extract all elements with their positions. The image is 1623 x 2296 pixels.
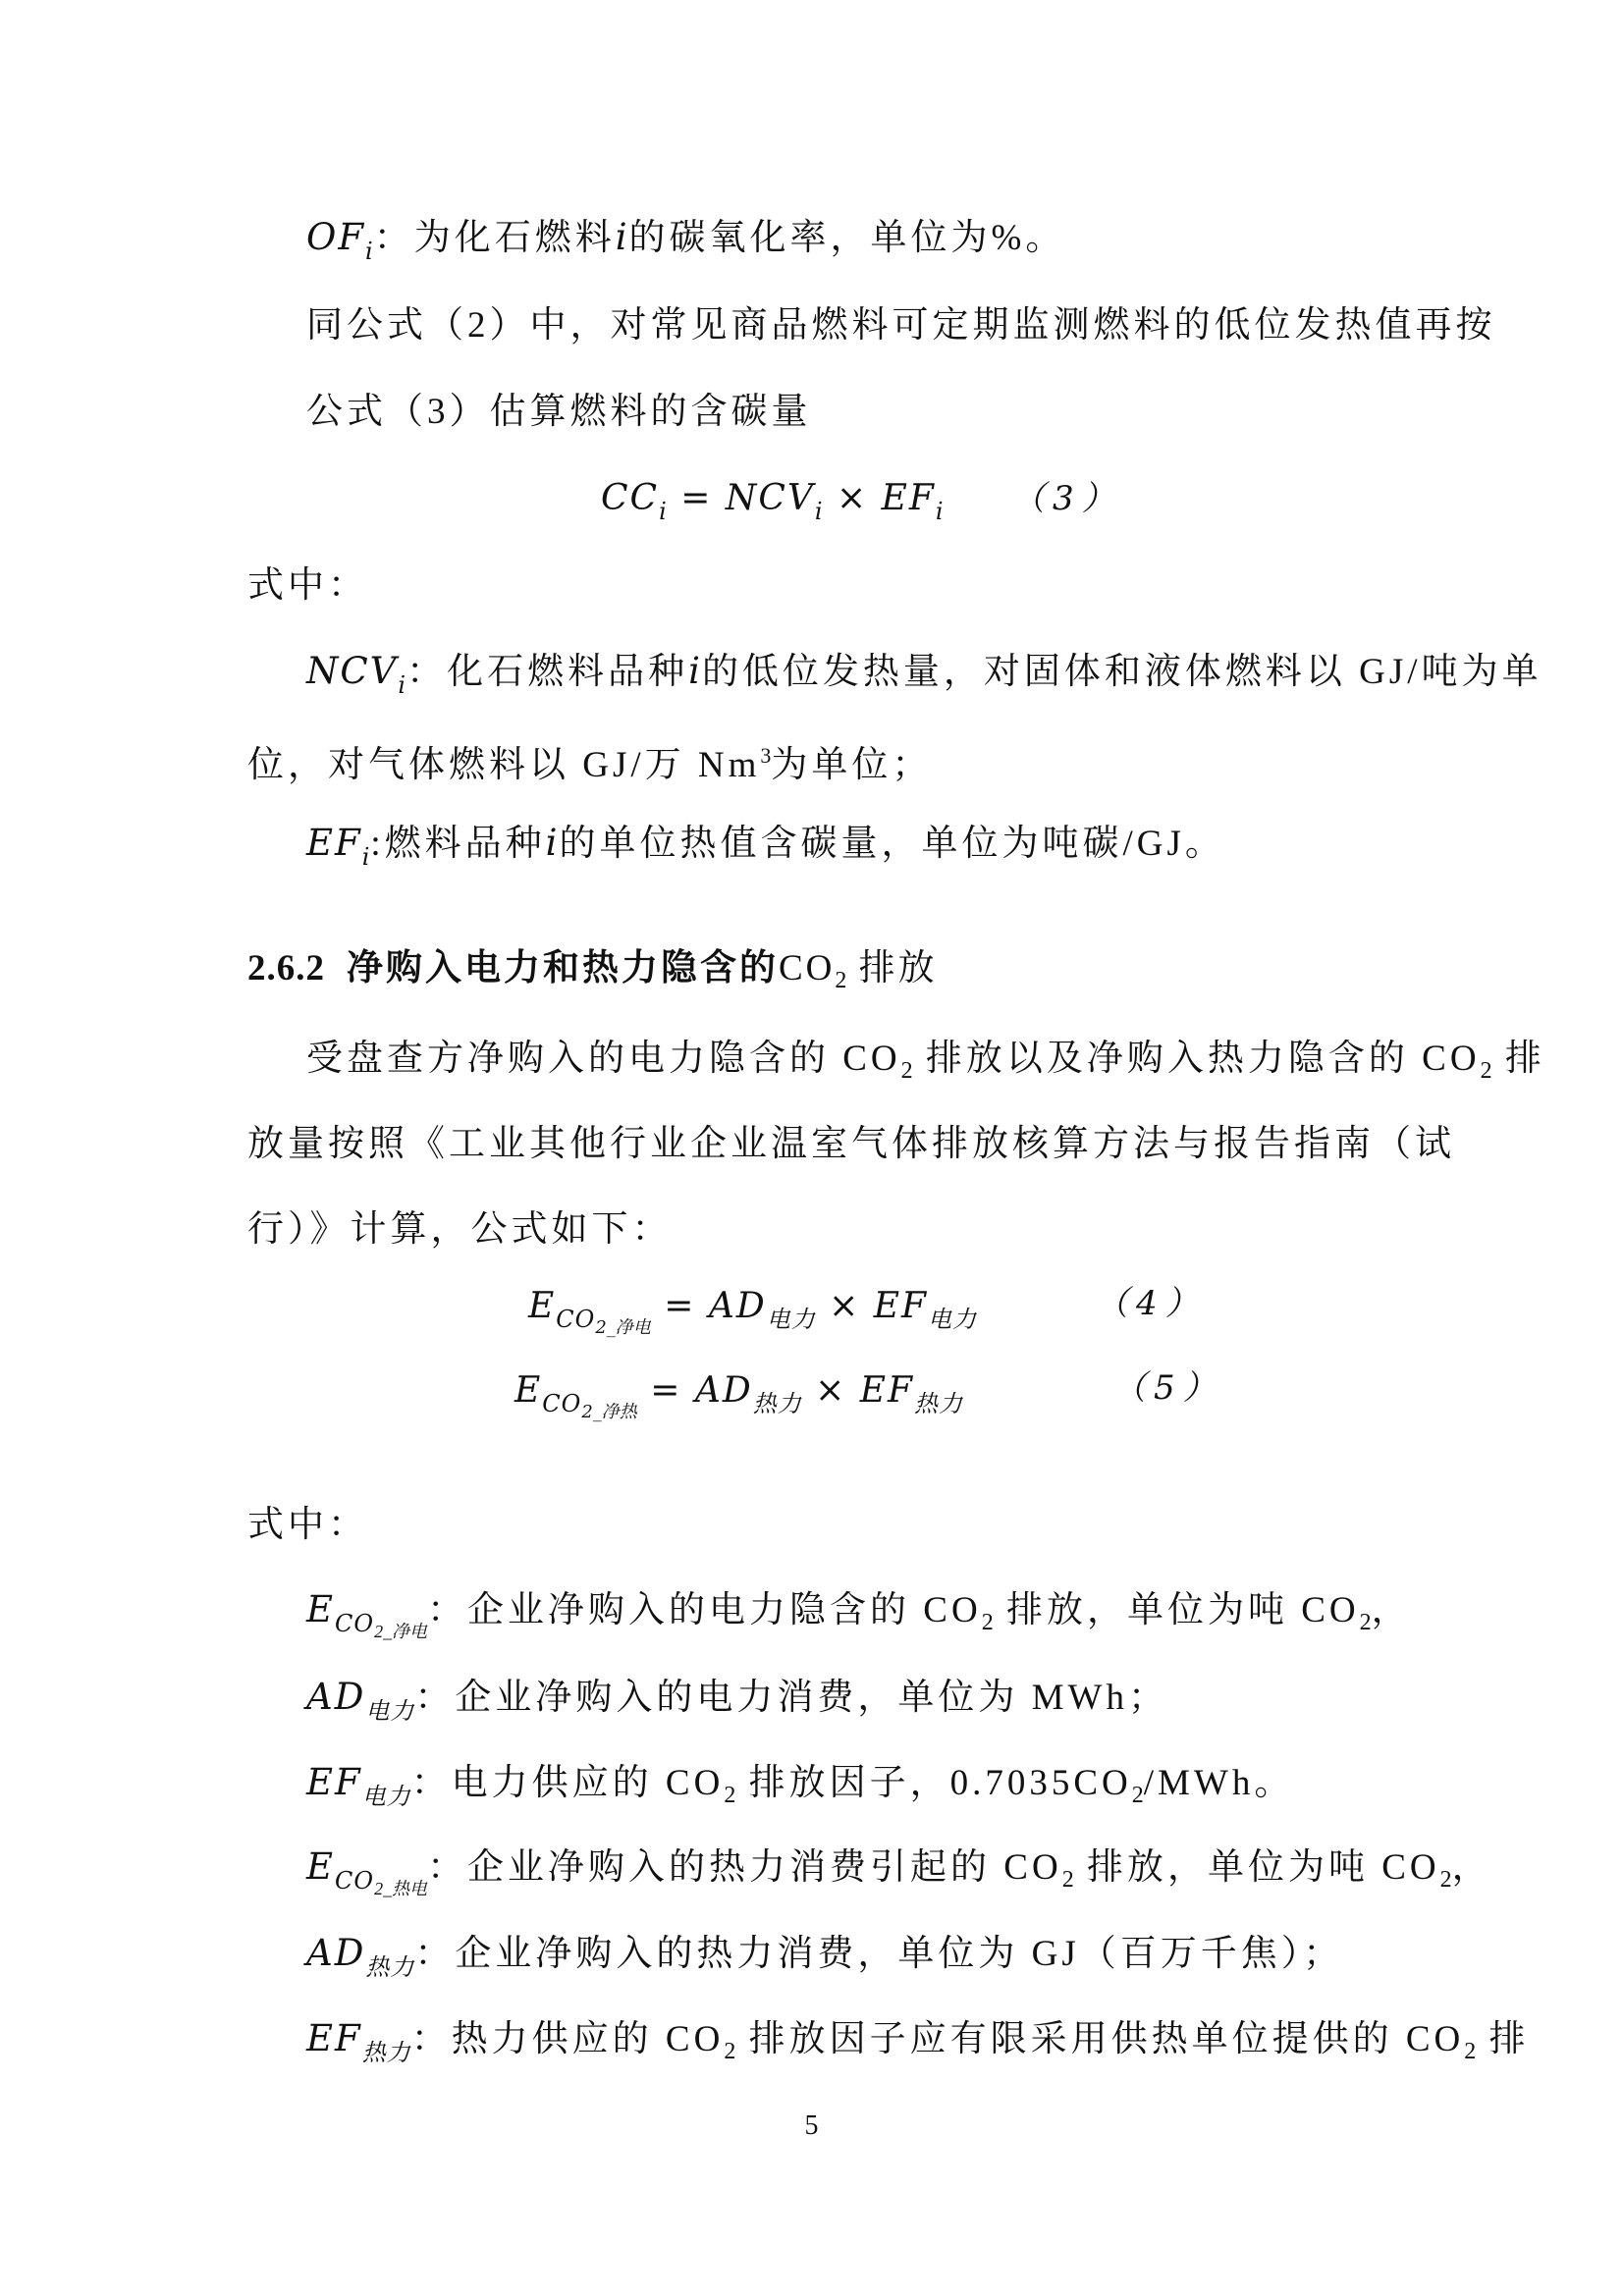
purchase-sub-b: 2 <box>1480 1058 1492 1084</box>
f5-e-sub: CO <box>542 1390 582 1417</box>
f3-lhs-sub: i <box>659 498 668 525</box>
purchase-paragraph-line-1 <box>306 1036 1545 1095</box>
def1-text-a: ：企业净购入的电力消费，单位为 MWh； <box>414 1678 1168 1718</box>
def3-text-c: ， <box>1451 1847 1492 1888</box>
ef-subscript: i <box>361 843 371 871</box>
def0-sub: CO <box>335 1610 375 1637</box>
def0-csub-a: 2 <box>981 1610 994 1635</box>
purchase-sub-a: 2 <box>900 1058 913 1084</box>
definition-ef-electricity <box>306 1759 1294 1820</box>
f4-eq: = AD <box>650 1286 767 1326</box>
of-text-b: 的碳氧化率，单位为%。 <box>628 218 1066 258</box>
def5-sub: 热力 <box>361 2039 411 2066</box>
f5-e-sub2: 2_净热 <box>581 1402 637 1422</box>
def2-sub: 电力 <box>361 1783 411 1810</box>
def5-text-a: ：热力供应的 CO <box>410 2019 725 2059</box>
formula-4 <box>528 1283 977 1352</box>
def5-text-b: 排放因子应有限采用供热单位提供的 CO <box>735 2019 1465 2059</box>
def2-csub-a: 2 <box>724 1783 736 1808</box>
ncv-variable: NCV <box>306 650 399 692</box>
formula-3 <box>601 475 945 535</box>
section-tail: 排放 <box>846 948 938 988</box>
def0-text-c: ， <box>1371 1590 1412 1630</box>
f3-eq: = NCV <box>667 478 815 518</box>
same-formula-paragraph: 同公式（2）中，对常见商品燃料可定期监测燃料的低位发热值再按 <box>306 305 1496 346</box>
ef-definition <box>306 820 1225 881</box>
formula3-intro: 公式（3）估算燃料的含碳量 <box>306 392 812 432</box>
def5-csub-b: 2 <box>1464 2039 1477 2064</box>
def1-sub: 电力 <box>365 1697 415 1725</box>
formula-5 <box>514 1367 963 1436</box>
ef-text-a: :燃料品种 <box>370 824 546 864</box>
ncv-var-i: i <box>688 650 702 692</box>
ncv-text-a: ：化石燃料品种 <box>406 652 689 692</box>
of-text-a: ：为化石燃料 <box>373 218 616 258</box>
f5-ad-sub: 热力 <box>752 1390 802 1417</box>
formula-5-number: （5） <box>1112 1368 1224 1408</box>
def4-var: AD <box>306 1932 366 1974</box>
def0-csub-b: 2 <box>1359 1610 1372 1635</box>
section-heading <box>247 945 938 1004</box>
ef-variable: EF <box>306 822 362 864</box>
ef-var-i: i <box>545 822 560 864</box>
def0-sub2: 2_净电 <box>374 1622 428 1641</box>
f4-e-sub: CO <box>556 1306 596 1333</box>
def3-sub2: 2_热电 <box>374 1879 428 1898</box>
f4-ad-sub: 电力 <box>766 1306 816 1333</box>
formula-4-number: （4） <box>1095 1284 1207 1323</box>
def3-var: E <box>306 1845 336 1888</box>
definition-e-net-electricity <box>306 1586 1412 1655</box>
section-title: 净购入电力和热力隐含的 <box>347 948 779 988</box>
f4-e-sub2: 2_净电 <box>595 1317 651 1338</box>
ncv-definition <box>306 648 1542 709</box>
f4-e: E <box>528 1286 557 1326</box>
ncv-cont-text-a: 位，对气体燃料以 GJ/万 Nm <box>247 745 761 785</box>
ncv-subscript: i <box>398 671 407 699</box>
def0-text-b: 排放，单位为吨 CO <box>993 1590 1360 1630</box>
def3-csub-b: 2 <box>1439 1867 1452 1893</box>
f3-mid-sub: i <box>814 498 824 525</box>
def3-text-b: 排放，单位为吨 CO <box>1073 1847 1440 1888</box>
f3-times: × EF <box>823 478 936 518</box>
def2-text-a: ：电力供应的 CO <box>410 1763 725 1803</box>
f5-ef-sub: 热力 <box>914 1390 964 1417</box>
where-label-2: 式中： <box>247 1505 368 1545</box>
page-number: 5 <box>804 2110 819 2141</box>
def0-text-a: ：企业净购入的电力隐含的 CO <box>427 1590 982 1630</box>
purchase-text-a: 受盘查方净购入的电力隐含的 CO <box>306 1039 901 1079</box>
f5-eq: = AD <box>636 1370 753 1411</box>
def5-text-c: 排 <box>1476 2019 1530 2059</box>
f5-times: × EF <box>801 1370 915 1411</box>
def1-var: AD <box>306 1676 366 1718</box>
f4-times: × EF <box>815 1286 929 1326</box>
definition-ef-heat <box>306 2015 1530 2076</box>
f3-lhs: CC <box>601 478 660 518</box>
f4-ef-sub: 电力 <box>928 1306 978 1333</box>
ncv-text-b: 的低位发热量，对固体和液体燃料以 GJ/吨为单 <box>701 652 1542 692</box>
f5-e: E <box>514 1370 543 1411</box>
where-label-1: 式中： <box>247 565 368 606</box>
definition-ad-electricity <box>306 1674 1168 1735</box>
of-definition <box>306 214 1065 275</box>
f3-rhs-sub: i <box>935 498 945 525</box>
ncv-cont-text-b: 为单位； <box>771 745 933 785</box>
def3-csub-a: 2 <box>1061 1867 1074 1893</box>
section-number: 2.6.2 <box>247 948 325 988</box>
def2-text-b: 排放因子，0.7035CO <box>735 1763 1132 1803</box>
definition-ad-heat <box>306 1930 1343 1991</box>
of-variable: OF <box>306 216 366 258</box>
of-var-i: i <box>615 216 629 258</box>
def3-text-a: ：企业净购入的热力消费引起的 CO <box>427 1847 1062 1888</box>
purchase-text-c: 排 <box>1491 1039 1545 1079</box>
def0-var: E <box>306 1588 336 1630</box>
purchase-text-b: 排放以及净购入热力隐含的 CO <box>912 1039 1481 1079</box>
section-chem-sub: 2 <box>835 968 847 993</box>
def4-sub: 热力 <box>365 1953 415 1981</box>
purchase-paragraph-line-2: 放量按照《工业其他行业企业温室气体排放核算方法与报告指南（试 <box>247 1124 1455 1164</box>
ncv-definition-continued <box>247 732 932 789</box>
ncv-cont-sup: 3 <box>760 743 772 768</box>
def4-text-a: ：企业净购入的热力消费，单位为 GJ（百万千焦）； <box>414 1934 1344 1974</box>
section-chem: CO <box>779 948 836 988</box>
def3-sub: CO <box>335 1867 375 1895</box>
ef-text-b: 的单位热值含碳量，单位为吨碳/GJ。 <box>559 824 1225 864</box>
def5-csub-a: 2 <box>724 2039 736 2064</box>
def2-text-c: /MWh。 <box>1143 1763 1295 1803</box>
purchase-paragraph-line-3: 行）》计算，公式如下： <box>247 1209 673 1250</box>
formula-3-number: （3） <box>1011 479 1123 518</box>
def2-var: EF <box>306 1761 362 1803</box>
of-subscript: i <box>365 238 374 265</box>
definition-e-heat <box>306 1843 1492 1912</box>
def2-csub-b: 2 <box>1131 1783 1144 1808</box>
def5-var: EF <box>306 2017 362 2059</box>
